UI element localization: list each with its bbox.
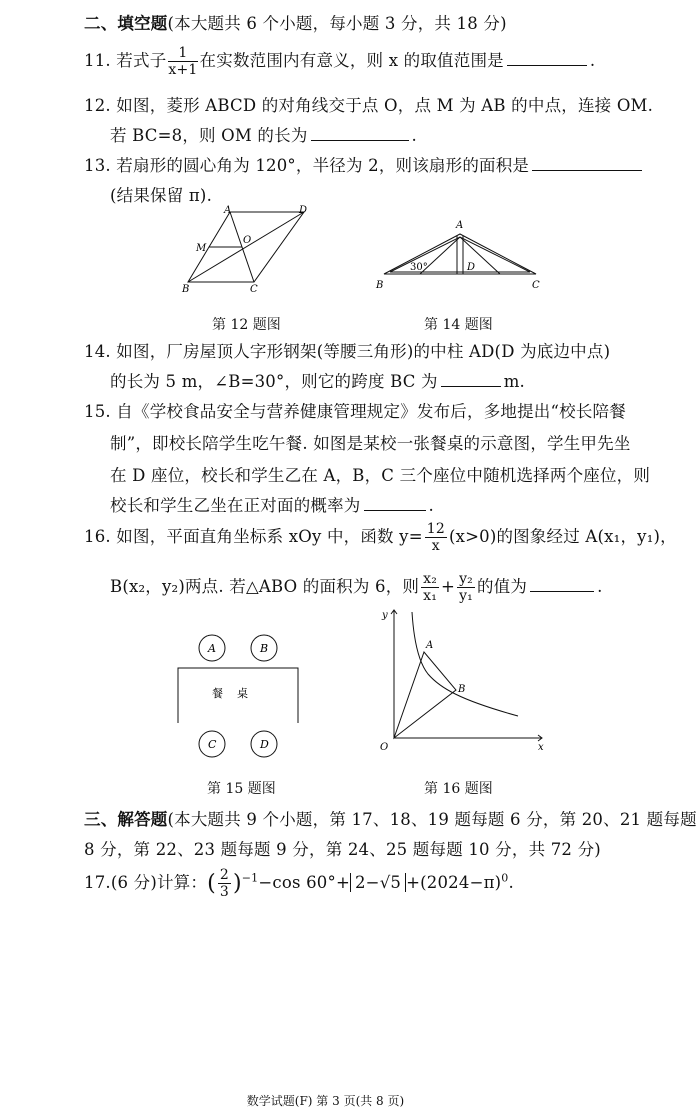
q17-frac-num: 2: [219, 867, 229, 883]
question-15-line4: [110, 492, 434, 516]
seat-c-label: C: [208, 738, 217, 751]
q13-text-line1: 若扇形的圆心角为 120°，半径为 2，则该扇形的面积是: [116, 156, 530, 175]
label-o: O: [380, 742, 389, 753]
q16-text-line2a: B(x₂，y₂)两点. 若△ABO 的面积为 6，则: [110, 577, 420, 596]
q16-number: 16.: [84, 527, 111, 546]
q17-cos-term: −cos 60°+: [258, 873, 350, 892]
truss-outer: [384, 234, 536, 274]
q17-absolute-value: 2−√5: [350, 873, 406, 892]
q11-end: .: [589, 51, 596, 70]
q14-text-line1: 如图，厂房屋顶人字形钢架(等腰三角形)的中柱 AD(D 为底边中点): [116, 342, 611, 361]
q17-fraction: [218, 868, 231, 899]
q12-end: .: [411, 126, 417, 145]
q11-frac-num: 1: [168, 46, 197, 62]
q11-frac-den: x+1: [168, 62, 198, 78]
q17-exponent: −1: [241, 871, 259, 885]
q12-number: 12.: [84, 96, 111, 115]
q11-text-post: 在实数范围内有意义，则 x 的取值范围是: [199, 51, 504, 70]
label-x: x: [538, 742, 544, 753]
label-angle: 30°: [410, 262, 428, 273]
q16-answer-blank[interactable]: [530, 590, 594, 592]
figure-14-truss: [376, 218, 546, 294]
q13-number: 13.: [84, 156, 111, 175]
question-16-line1: [84, 522, 677, 553]
q17-points: (6 分)计算：: [110, 873, 208, 892]
q15-number: 15.: [84, 402, 111, 421]
question-12-line2: [110, 122, 417, 146]
q16-f1-num: x₂: [423, 571, 438, 587]
q16-f2-num: y₂: [459, 571, 473, 587]
section2-label: 二、填空题: [84, 14, 168, 33]
section2-heading: [84, 10, 507, 34]
strut-right: [460, 237, 500, 274]
q15-text-line3: 在 D 座位，校长和学生乙在 A，B，C 三个座位中随机选择两个座位，则: [110, 466, 651, 485]
q17-paren-close: ): [232, 871, 242, 896]
q17-number: 17.: [84, 873, 111, 892]
section2-note: (本大题共 6 个小题，每小题 3 分，共 18 分): [167, 14, 507, 33]
question-11: [84, 46, 595, 77]
q17-power-term: +(2024−π): [406, 873, 502, 892]
section3-note-line2: 8 分，第 22、23 题每题 9 分，第 24、25 题每题 10 分，共 72 分): [84, 840, 601, 859]
q16-frac-den: x: [431, 538, 440, 554]
q15-end: .: [428, 496, 434, 515]
seat-b-label: B: [260, 642, 269, 655]
q11-text-pre: 若式子: [116, 51, 167, 70]
label-d: D: [467, 262, 476, 273]
label-o: O: [243, 235, 252, 246]
q16-text-line1a: 如图，平面直角坐标系 xOy 中，函数 y=: [116, 527, 423, 546]
q15-text-line2: 制”，即校长陪学生吃午餐. 如图是某校一张餐桌的示意图，学生甲先坐: [110, 434, 631, 453]
triangle-abo: [394, 652, 456, 738]
q17-frac-den: 3: [219, 884, 229, 900]
q16-f1-den: x₁: [423, 588, 438, 604]
q16-frac-num: 12: [426, 521, 445, 537]
label-a: A: [456, 220, 464, 231]
q17-end: .: [508, 873, 514, 892]
q16-end: .: [597, 577, 603, 596]
question-15-line3: [110, 462, 650, 486]
hyperbola-curve: [412, 612, 518, 716]
figure-16-graph: [368, 604, 548, 754]
question-15-line1: [84, 398, 626, 422]
q14-unit: m.: [503, 372, 525, 391]
seat-d-label: D: [260, 738, 269, 751]
question-13-line1: [84, 152, 645, 176]
question-12-line1: [84, 92, 653, 116]
q16-text-line1b: (x>0)的图象经过 A(x₁，y₁)，: [448, 527, 677, 546]
q16-fraction-x: [421, 572, 439, 603]
label-b: B: [458, 684, 466, 695]
q15-text-line4: 校长和学生乙坐在正对面的概率为: [110, 496, 361, 515]
section3-note-line1: (本大题共 9 个小题，第 17、18、19 题每题 6 分，第 20、21 题每题: [167, 810, 697, 829]
label-c: C: [250, 284, 258, 295]
label-b: B: [376, 280, 384, 291]
figure-16-caption: 第 16 题图: [424, 781, 493, 797]
q13-answer-blank[interactable]: [532, 169, 642, 171]
question-15-line2: [110, 430, 631, 454]
q16-function-fraction: [425, 522, 447, 553]
label-y: y: [382, 610, 388, 621]
label-b: B: [182, 284, 190, 295]
section3-heading-line2: [84, 836, 601, 860]
q14-number: 14.: [84, 342, 111, 361]
question-16-line2: [110, 572, 603, 603]
label-a: A: [224, 205, 232, 216]
seat-a-label: A: [208, 642, 216, 655]
q16-f2-den: y₁: [459, 588, 473, 604]
label-m: M: [196, 243, 207, 254]
figure-15-caption: 第 15 题图: [207, 781, 276, 797]
q12-text-line2: 若 BC=8，则 OM 的长为: [110, 126, 308, 145]
figure-12-caption: 第 12 题图: [212, 317, 281, 333]
q16-fraction-y: [457, 572, 475, 603]
q12-text-line1: 如图，菱形 ABCD 的对角线交于点 O，点 M 为 AB 的中点，连接 OM.: [116, 96, 654, 115]
q14-answer-blank[interactable]: [441, 385, 501, 387]
section3-label: 三、解答题: [84, 810, 168, 829]
label-d: D: [299, 205, 308, 216]
q11-fraction: [168, 46, 197, 77]
figure-14-caption: 第 14 题图: [424, 317, 493, 333]
question-17: [84, 868, 514, 899]
q11-number: 11.: [84, 51, 111, 70]
q15-text-line1: 自《学校食品安全与营养健康管理规定》发布后，多地提出“校长陪餐: [116, 402, 626, 421]
q13-text-line2: (结果保留 π).: [110, 186, 213, 205]
q12-answer-blank[interactable]: [311, 139, 409, 141]
label-c: C: [532, 280, 540, 291]
question-14-line1: [84, 338, 610, 362]
q17-paren-open: (: [207, 871, 216, 896]
table-label: 餐 桌: [212, 687, 248, 700]
figure-12-rhombus: [180, 204, 320, 294]
q11-answer-blank[interactable]: [507, 64, 587, 66]
figure-15-table: [168, 628, 308, 768]
label-a: A: [426, 640, 434, 651]
q14-text-line2: 的长为 5 m，∠B=30°，则它的跨度 BC 为: [110, 372, 438, 391]
q15-answer-blank[interactable]: [364, 509, 426, 511]
page-footer: 数学试题(F) 第 3 页(共 8 页): [246, 1094, 405, 1108]
question-14-line2: [110, 368, 525, 392]
q16-text-line2b: 的值为: [476, 577, 528, 596]
q16-plus: +: [441, 577, 456, 596]
section3-heading-line1: [84, 806, 697, 830]
question-13-line2: [110, 182, 212, 206]
q17-zero-exponent: 0: [501, 871, 509, 885]
